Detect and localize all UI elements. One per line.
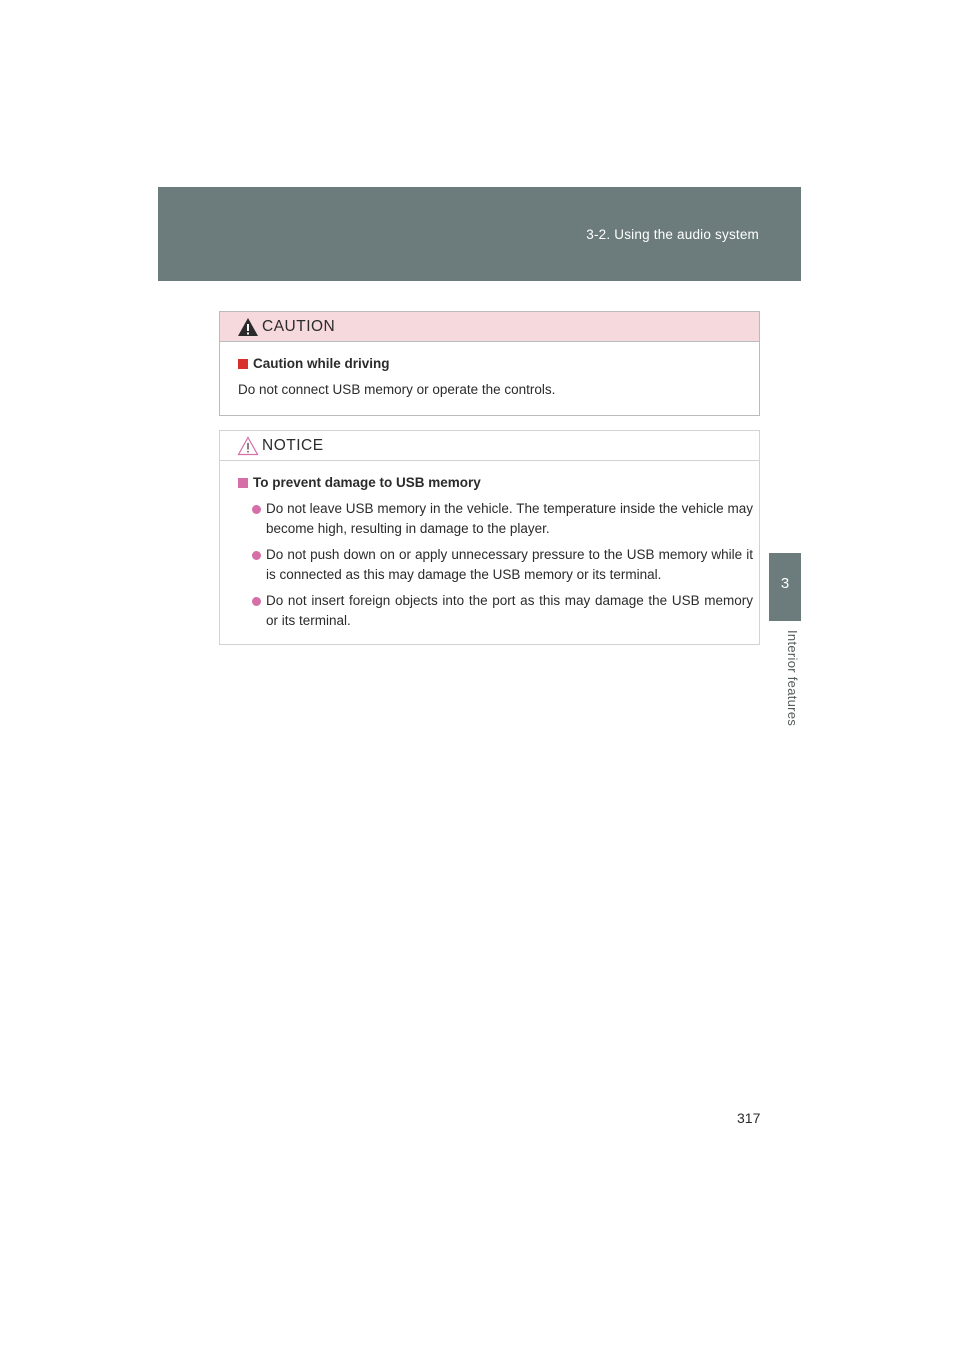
notice-body xyxy=(220,461,759,631)
caution-body xyxy=(220,342,759,400)
warning-triangle-outline-icon xyxy=(237,436,259,456)
list-item-text: Do not leave USB memory in the vehicle. The temperature inside the vehicle may become high, resulting in damage to the player. xyxy=(266,501,753,536)
caution-box xyxy=(219,311,760,416)
bullet-dot-icon xyxy=(252,505,261,514)
pink-square-icon xyxy=(238,478,248,488)
warning-triangle-icon xyxy=(237,317,259,337)
bullet-dot-icon xyxy=(252,551,261,560)
notice-label: NOTICE xyxy=(262,437,324,454)
list-item-text: Do not push down on or apply unnecessary pressure to the USB memory while it is connected as this may damage the USB memory or its terminal. xyxy=(266,547,753,582)
red-square-icon xyxy=(238,359,248,369)
list-item-text: Do not insert foreign objects into the port as this may damage the USB memory or its terminal. xyxy=(266,593,753,628)
list-item xyxy=(252,591,753,631)
caution-subheading xyxy=(238,354,753,374)
notice-subheading xyxy=(238,473,753,493)
notice-list xyxy=(238,499,753,631)
list-item xyxy=(252,545,753,585)
chapter-number: 3 xyxy=(780,575,790,592)
notice-header xyxy=(220,431,759,461)
notice-box xyxy=(219,430,760,645)
caution-label: CAUTION xyxy=(262,318,336,335)
page-number: 317 xyxy=(737,1110,761,1126)
caution-subheading-text: Caution while driving xyxy=(253,356,390,371)
caution-header xyxy=(220,312,759,342)
chapter-tab xyxy=(769,553,801,621)
list-item xyxy=(252,499,753,539)
section-header-band xyxy=(158,187,801,281)
section-title: 3-2. Using the audio system xyxy=(586,227,759,242)
notice-subheading-text: To prevent damage to USB memory xyxy=(253,475,481,490)
bullet-dot-icon xyxy=(252,597,261,606)
caution-text: Do not connect USB memory or operate the controls. xyxy=(238,382,556,397)
chapter-label: Interior features xyxy=(785,630,800,727)
